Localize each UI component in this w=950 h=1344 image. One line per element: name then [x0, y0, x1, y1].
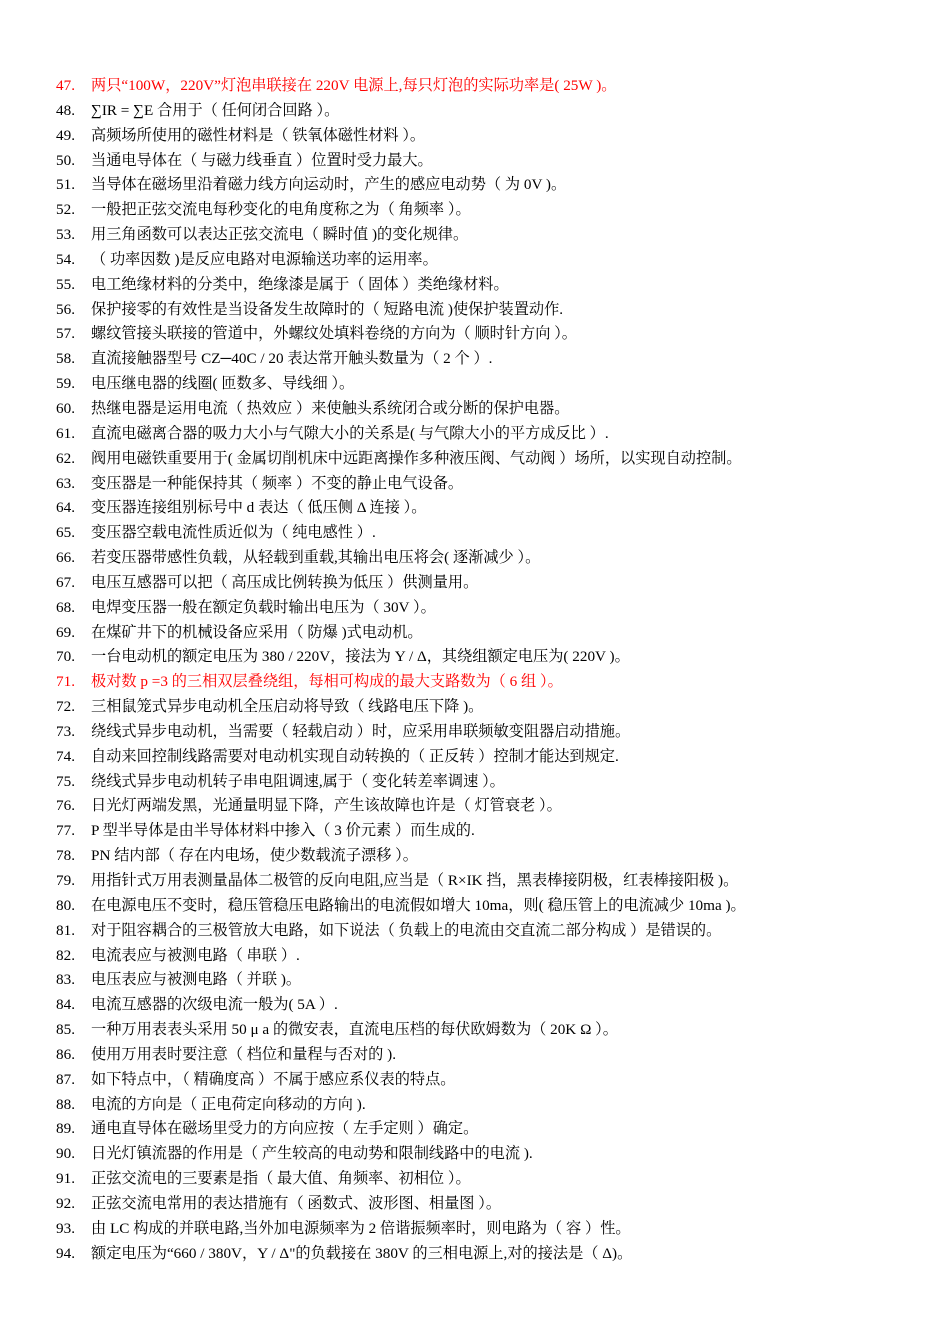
question-text: 在煤矿井下的机械设备应采用（ 防爆 )式电动机。: [91, 623, 423, 641]
question-item: [56, 546, 936, 571]
question-number: 78.: [56, 847, 75, 865]
question-text: 高频场所使用的磁性材料是（ 铁氧体磁性材料 ）。: [91, 126, 426, 144]
question-text: 保护接零的有效性是当设备发生故障时的（ 短路电流 )使保护装置动作.: [91, 300, 564, 318]
question-text: 三相鼠笼式异步电动机全压启动将导致（ 线路电压下降 )。: [91, 698, 484, 716]
question-number: 53.: [56, 226, 75, 244]
question-number: 94.: [56, 1244, 75, 1262]
question-number: 49.: [56, 126, 75, 144]
question-number: 77.: [56, 822, 75, 840]
question-item: [56, 99, 936, 124]
question-text: 电压继电器的线圈( 匝数多、导线细 ）。: [91, 375, 355, 393]
question-item: [56, 993, 936, 1018]
question-number: 80.: [56, 896, 75, 914]
question-text: 极对数 p =3 的三相双层叠绕组，每相可构成的最大支路数为（ 6 组 ）。: [91, 673, 563, 691]
question-item: [56, 149, 936, 174]
question-item: [56, 372, 936, 397]
question-number: 76.: [56, 797, 75, 815]
question-number: 79.: [56, 872, 75, 889]
question-text: 电工绝缘材料的分类中，绝缘漆是属于（ 固体 ）类绝缘材料。: [91, 275, 509, 293]
question-item: [56, 819, 936, 844]
question-number: 56.: [56, 300, 75, 318]
question-item: [56, 1192, 936, 1217]
question-item: [56, 124, 936, 149]
question-item: [56, 173, 936, 198]
question-number: 69.: [56, 623, 75, 641]
question-item: [56, 322, 936, 347]
question-number: 50.: [56, 151, 75, 169]
question-text: 一种万用表表头采用 50 μ a 的微安表，直流电压档的每伏欧姆数为（ 20K Ω ）。: [91, 1021, 618, 1039]
question-number: 58.: [56, 350, 75, 368]
question-item: [56, 521, 936, 546]
question-text: 额定电压为“660 / 380V，Y / Δ"的负载接在 380V 的三相电源上,对的接法是（ Δ)。: [91, 1244, 633, 1262]
question-text: ∑IR = ∑E 合用于（ 任何闭合回路 ）。: [91, 101, 340, 119]
question-number: 66.: [56, 549, 75, 567]
question-text: 电流表应与被测电路（ 串联 ）.: [91, 946, 300, 964]
question-item: [56, 944, 936, 969]
question-item: [56, 472, 936, 497]
question-number: 52.: [56, 201, 75, 219]
question-item: [56, 1117, 936, 1142]
question-number: 71.: [56, 673, 75, 691]
question-text: 电流的方向是（ 正电荷定向移动的方向 ).: [91, 1095, 366, 1113]
question-item: [56, 1217, 936, 1242]
question-text: 在电源电压不变时，稳压管稳压电路输出的电流假如增大 10ma，则( 稳压管上的电流减少 10ma )。: [91, 896, 746, 914]
question-text: 绕线式异步电动机，当需要（ 轻载启动 ）时，应采用串联频敏变阻器启动措施。: [91, 722, 631, 740]
question-item: [56, 621, 936, 646]
question-text: 若变压器带感性负载，从轻载到重载,其输出电压将会( 逐渐减少 ）。: [91, 549, 541, 567]
question-item: [56, 1093, 936, 1118]
question-text: 当通电导体在（ 与磁力线垂直 ）位置时受力最大。: [91, 151, 433, 169]
question-number: 83.: [56, 971, 75, 989]
question-list: [56, 74, 936, 1267]
question-item: [56, 645, 936, 670]
question-item: [56, 496, 936, 521]
question-number: 90.: [56, 1145, 75, 1163]
question-item: [56, 794, 936, 819]
question-item: [56, 844, 936, 869]
question-text: 自动来回控制线路需要对电动机实现自动转换的（ 正反转 ）控制才能达到规定.: [91, 747, 619, 765]
question-item: [56, 198, 936, 223]
question-text: 变压器连接组别标号中 d 表达（ 低压侧 Δ 连接 ）。: [91, 499, 427, 517]
question-item: [56, 1018, 936, 1043]
question-text: 绕线式异步电动机转子串电阻调速,属于（ 变化转差率调速 ）。: [91, 772, 505, 790]
question-number: 91.: [56, 1170, 75, 1188]
question-number: 89.: [56, 1120, 75, 1138]
question-number: 59.: [56, 375, 75, 393]
question-number: 51.: [56, 176, 75, 194]
question-number: 75.: [56, 772, 75, 790]
question-item: [56, 248, 936, 273]
question-text: 变压器空载电流性质近似为（ 纯电感性 ）.: [91, 524, 376, 542]
question-text: 阀用电磁铁重要用于( 金属切削机床中远距离操作多种液压阀、气动阀 ）场所，以实现自动控制。: [91, 449, 742, 467]
question-text: P 型半导体是由半导体材料中掺入（ 3 价元素 ）而生成的.: [91, 822, 475, 840]
question-number: 60.: [56, 399, 75, 417]
question-text: PN 结内部（ 存在内电场，使少数载流子漂移 ）。: [91, 847, 418, 865]
question-item: [56, 1167, 936, 1192]
question-text: 螺纹管接头联接的管道中，外螺纹处填料卷绕的方向为（ 顺时针方向 ）。: [91, 325, 577, 343]
question-text: 用指针式万用表测量晶体二极管的反向电阻,应当是（ R×IK 挡，黑表棒接阴极，红表棒接阳极 )。: [91, 872, 739, 889]
question-item: [56, 770, 936, 795]
question-number: 87.: [56, 1070, 75, 1088]
question-item: [56, 1142, 936, 1167]
question-number: 48.: [56, 101, 75, 119]
question-number: 82.: [56, 946, 75, 964]
question-item: [56, 1242, 936, 1267]
question-text: 正弦交流电的三要素是指（ 最大值、角频率、初相位 ）。: [91, 1170, 471, 1188]
question-item: [56, 1043, 936, 1068]
question-item: [56, 397, 936, 422]
question-text: 通电直导体在磁场里受力的方向应按（ 左手定则 ）确定。: [91, 1120, 479, 1138]
question-item: [56, 347, 936, 372]
question-item: [56, 894, 936, 919]
question-text: 一台电动机的额定电压为 380 / 220V，接法为 Y / Δ，其绕组额定电压为( 220V )。: [91, 648, 630, 666]
question-item: [56, 298, 936, 323]
question-text: 变压器是一种能保持其（ 频率 ）不变的静止电气设备。: [91, 474, 464, 492]
question-item: [56, 571, 936, 596]
question-text: 正弦交流电常用的表达措施有（ 函数式、波形图、相量图 ）。: [91, 1194, 502, 1212]
question-item: [56, 1068, 936, 1093]
question-number: 73.: [56, 722, 75, 740]
question-item: [56, 968, 936, 993]
question-number: 93.: [56, 1219, 75, 1237]
question-text: 一般把正弦交流电每秒变化的电角度称之为（ 角频率 ）。: [91, 201, 471, 219]
question-text: 使用万用表时要注意（ 档位和量程与否对的 ).: [91, 1045, 397, 1063]
question-number: 92.: [56, 1194, 75, 1212]
question-number: 64.: [56, 499, 75, 517]
question-number: 65.: [56, 524, 75, 542]
question-text: 电压表应与被测电路（ 并联 )。: [91, 971, 302, 989]
question-text: 电流互感器的次级电流一般为( 5A ）.: [91, 996, 338, 1014]
question-text: 由 LC 构成的并联电路,当外加电源频率为 2 倍谐振频率时，则电路为（ 容 ）性。: [91, 1219, 631, 1237]
question-item: [56, 422, 936, 447]
question-text: 对于阻容耦合的三极管放大电路，如下说法（ 负载上的电流由交直流二部分构成 ）是错误的。: [91, 921, 722, 939]
question-text: 电压互感器可以把（ 高压成比例转换为低压 ）供测量用。: [91, 573, 479, 591]
question-text: 电焊变压器一般在额定负载时输出电压为（ 30V ）。: [91, 598, 436, 616]
question-item: [56, 720, 936, 745]
question-item: [56, 670, 936, 695]
question-number: 74.: [56, 747, 75, 765]
question-text: 如下特点中，（ 精确度高 ）不属于感应系仪表的特点。: [91, 1070, 456, 1088]
question-number: 88.: [56, 1095, 75, 1113]
question-text: 直流电磁离合器的吸力大小与气隙大小的关系是( 与气隙大小的平方成反比 ）.: [91, 424, 609, 442]
question-number: 63.: [56, 474, 75, 492]
question-number: 47.: [56, 77, 75, 94]
question-number: 81.: [56, 921, 75, 939]
question-item: [56, 745, 936, 770]
question-item: [56, 273, 936, 298]
question-item: [56, 919, 936, 944]
question-text: 用三角函数可以表达正弦交流电（ 瞬时值 )的变化规律。: [91, 226, 469, 244]
question-text: 当导体在磁场里沿着磁力线方向运动时，产生的感应电动势（ 为 0V )。: [91, 176, 567, 194]
question-number: 61.: [56, 424, 75, 442]
question-text: 两只“100W，220V”灯泡串联接在 220V 电源上,每只灯泡的实际功率是( 25W )。: [91, 77, 617, 94]
question-item: [56, 695, 936, 720]
question-number: 86.: [56, 1045, 75, 1063]
question-text: 日光灯两端发黑，光通量明显下降，产生该故障也许是（ 灯管衰老 ）。: [91, 797, 562, 815]
question-number: 54.: [56, 250, 75, 268]
question-number: 85.: [56, 1021, 75, 1039]
question-text: 日光灯镇流器的作用是（ 产生较高的电动势和限制线路中的电流 ).: [91, 1145, 533, 1163]
question-item: [56, 447, 936, 472]
question-text: 直流接触器型号 CZ─40C / 20 表达常开触头数量为（ 2 个 ）.: [91, 350, 493, 368]
question-item: [56, 869, 936, 894]
question-text: 热继电器是运用电流（ 热效应 ）来使触头系统闭合或分断的保护电器。: [91, 399, 570, 417]
question-number: 55.: [56, 275, 75, 293]
question-item: [56, 596, 936, 621]
question-number: 67.: [56, 573, 75, 591]
question-number: 72.: [56, 698, 75, 716]
question-number: 57.: [56, 325, 75, 343]
question-item: [56, 74, 936, 99]
question-text: （ 功率因数 )是反应电路对电源输送功率的运用率。: [91, 250, 438, 268]
question-item: [56, 223, 936, 248]
question-number: 68.: [56, 598, 75, 616]
question-number: 84.: [56, 996, 75, 1014]
question-number: 62.: [56, 449, 75, 467]
question-number: 70.: [56, 648, 75, 666]
